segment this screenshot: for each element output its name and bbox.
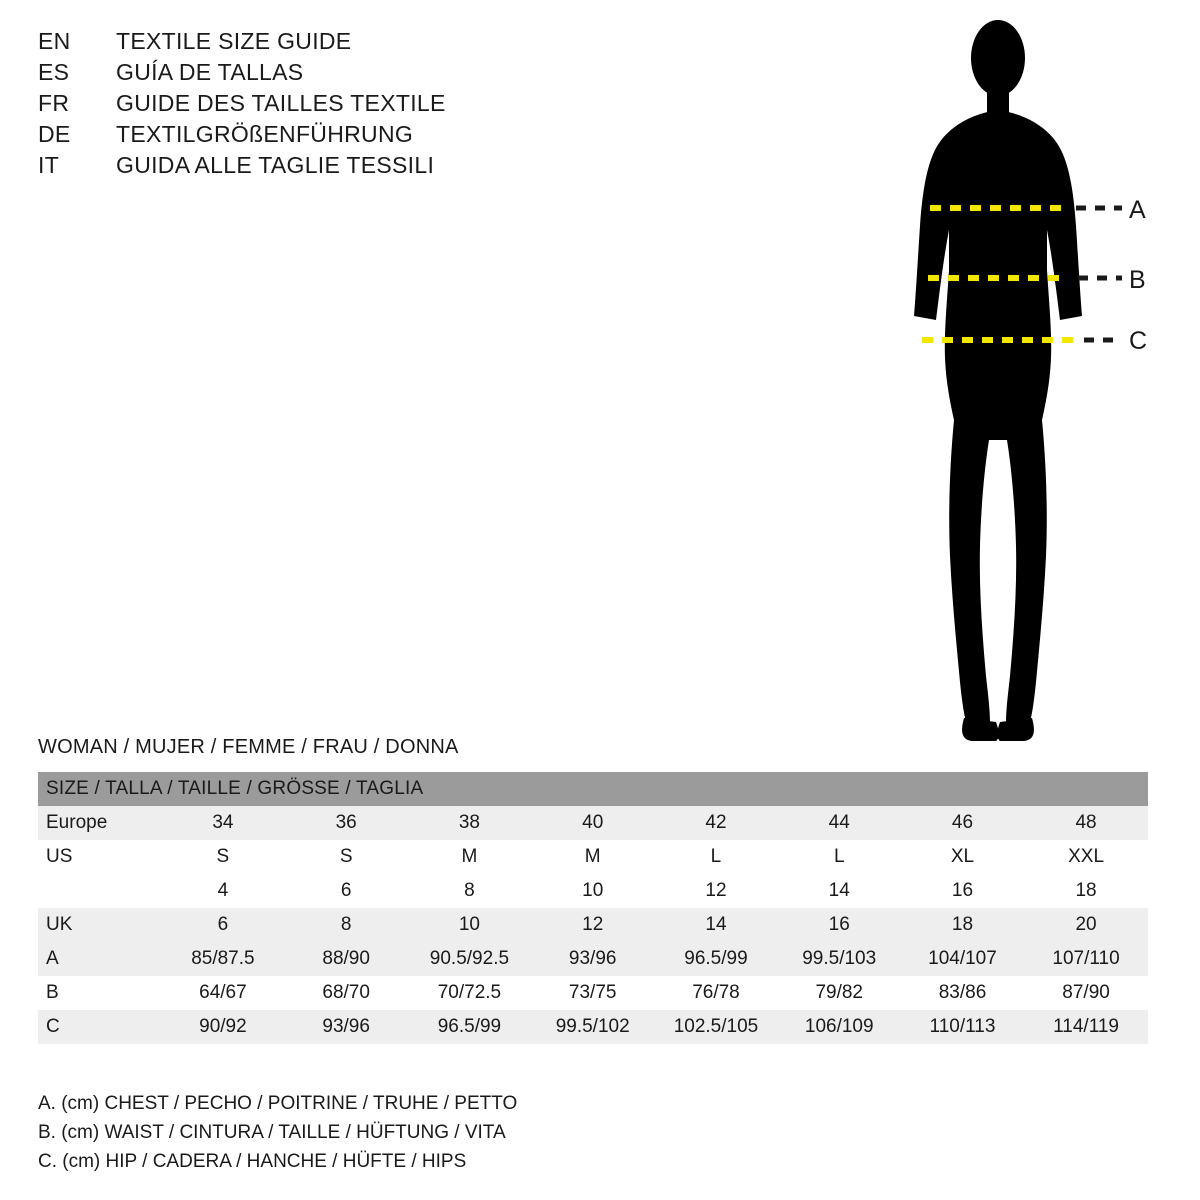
table-cell: 99.5/103 xyxy=(802,948,877,969)
table-cell: 44 xyxy=(828,812,850,833)
group-heading: WOMAN / MUJER / FEMME / FRAU / DONNA xyxy=(38,736,459,758)
legend-line-a: A. (cm) CHEST / PECHO / POITRINE / TRUHE / PETTO xyxy=(38,1093,518,1114)
title-text: GUIDE DES TAILLES TEXTILE xyxy=(116,90,446,116)
table-cell: 107/110 xyxy=(1052,948,1120,969)
table-cell: 18 xyxy=(951,914,974,935)
legend-line-c: C. (cm) HIP / CADERA / HANCHE / HÜFTE / HIPS xyxy=(38,1150,467,1172)
size-table-section xyxy=(38,736,1166,1044)
table-cell: L xyxy=(710,846,722,867)
row-label xyxy=(38,874,161,908)
table-cell: 4 xyxy=(217,880,229,901)
table-cell: 96.5/99 xyxy=(684,948,748,969)
row-label: B xyxy=(46,982,59,1003)
table-cell: 8 xyxy=(464,880,475,901)
title-lang-code: EN xyxy=(38,28,71,54)
table-cell: 36 xyxy=(335,812,357,833)
table-cell: 6 xyxy=(340,880,352,901)
table-cell: 16 xyxy=(828,914,850,935)
table-cell: 93/96 xyxy=(322,1016,370,1037)
table-cell: 10 xyxy=(458,914,480,935)
title-lang-code: DE xyxy=(38,121,71,147)
measurement-legend xyxy=(38,1090,738,1177)
table-cell: 76/78 xyxy=(692,982,740,1003)
table-cell: 48 xyxy=(1075,812,1097,833)
table-cell: 83/86 xyxy=(938,982,987,1003)
measure-label-c: C xyxy=(1129,327,1148,355)
table-row xyxy=(38,976,1148,1010)
table-cell: 73/75 xyxy=(568,982,617,1003)
table-cell: 87/90 xyxy=(1062,982,1110,1003)
table-cell: 110/113 xyxy=(929,1016,996,1037)
table-row xyxy=(38,874,1148,908)
table-cell: 14 xyxy=(828,880,850,901)
row-label: UK xyxy=(46,914,73,935)
title-row xyxy=(38,90,558,117)
legend-line-b: B. (cm) WAIST / CINTURA / TAILLE / HÜFTUNG / VITA xyxy=(38,1121,506,1143)
row-label: US xyxy=(46,846,73,867)
measure-label-b: B xyxy=(1129,266,1146,294)
title-row xyxy=(38,152,558,179)
table-cell: XXL xyxy=(1068,846,1105,867)
title-row xyxy=(38,121,558,148)
table-cell: L xyxy=(833,846,845,867)
title-lang-code: IT xyxy=(38,152,60,178)
table-cell: XL xyxy=(950,846,975,867)
table-header-label: SIZE / TALLA / TAILLE / GRÖSSE / TAGLIA xyxy=(46,778,424,799)
table-cell: 90.5/92.5 xyxy=(429,948,510,969)
title-block xyxy=(38,28,558,183)
table-cell: M xyxy=(584,846,601,867)
table-cell: S xyxy=(216,846,230,867)
table-cell: 114/119 xyxy=(1053,1016,1119,1037)
size-table xyxy=(38,772,1148,1044)
table-cell: S xyxy=(339,846,353,867)
table-row xyxy=(38,840,1148,874)
title-lang-code: FR xyxy=(38,90,70,116)
table-row xyxy=(38,908,1148,942)
row-label: Europe xyxy=(46,812,108,833)
table-cell: 8 xyxy=(340,914,352,935)
female-silhouette-icon xyxy=(850,10,1190,750)
table-cell: 102.5/105 xyxy=(673,1016,759,1037)
table-cell: 10 xyxy=(582,880,604,901)
table-cell: 6 xyxy=(217,914,229,935)
title-text: TEXTILGRÖßENFÜHRUNG xyxy=(116,121,414,147)
table-cell: 34 xyxy=(212,812,234,833)
table-cell: 70/72.5 xyxy=(437,982,502,1003)
table-cell: 12 xyxy=(582,914,604,935)
table-cell: 14 xyxy=(705,914,727,935)
title-text: GUIDA ALLE TAGLIE TESSILI xyxy=(116,152,435,178)
table-header-row xyxy=(38,772,1148,806)
table-cell: 106/109 xyxy=(804,1016,874,1037)
title-row xyxy=(38,59,558,86)
table-cell: 18 xyxy=(1075,880,1097,901)
table-cell: 85/87.5 xyxy=(191,948,255,969)
row-label: A xyxy=(46,948,59,969)
table-row xyxy=(38,806,1148,840)
table-cell: M xyxy=(461,846,478,867)
table-cell: 20 xyxy=(1075,914,1097,935)
table-cell: 46 xyxy=(951,812,974,833)
table-cell: 96.5/99 xyxy=(437,1016,502,1037)
title-lang-code: ES xyxy=(38,59,70,85)
table-cell: 16 xyxy=(951,880,974,901)
table-cell: 38 xyxy=(458,812,480,833)
table-cell: 64/67 xyxy=(199,982,247,1003)
table-cell: 93/96 xyxy=(568,948,617,969)
table-cell: 12 xyxy=(705,880,727,901)
table-row xyxy=(38,1010,1148,1044)
title-row xyxy=(38,28,558,55)
measure-label-a: A xyxy=(1129,196,1146,224)
table-cell: 68/70 xyxy=(322,982,370,1003)
body-figure xyxy=(850,10,1190,750)
title-text: TEXTILE SIZE GUIDE xyxy=(116,28,352,54)
table-cell: 40 xyxy=(582,812,604,833)
table-cell: 104/107 xyxy=(928,948,997,969)
table-cell: 79/82 xyxy=(815,982,863,1003)
table-row xyxy=(38,942,1148,976)
row-label: C xyxy=(46,1016,60,1037)
table-cell: 42 xyxy=(705,812,727,833)
table-cell: 90/92 xyxy=(199,1016,247,1037)
title-text: GUÍA DE TALLAS xyxy=(116,59,304,85)
table-cell: 99.5/102 xyxy=(555,1016,630,1037)
table-cell: 88/90 xyxy=(322,948,370,969)
